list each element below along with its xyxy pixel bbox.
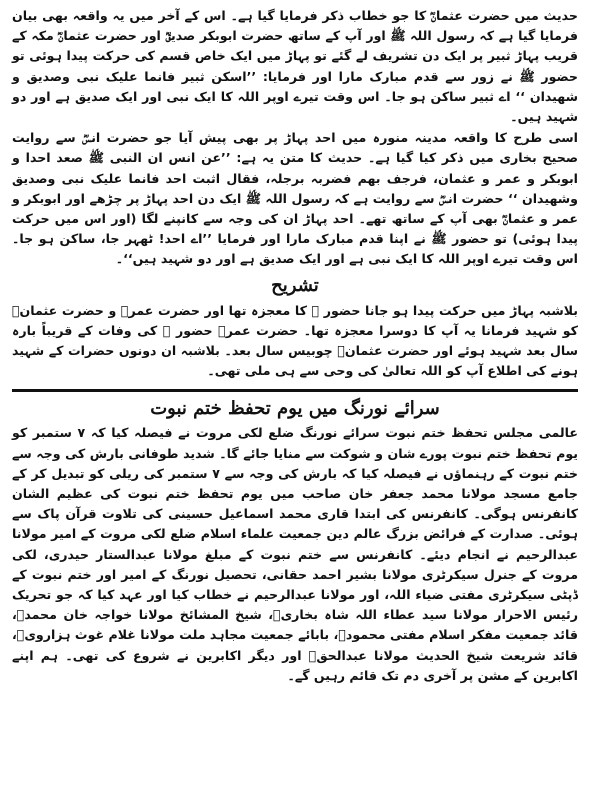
article-news xyxy=(12,398,578,686)
section-heading-tashreeh: تشریح xyxy=(271,274,319,296)
article-divider xyxy=(12,389,578,392)
paragraph-uhud-hadith: اسی طرح کا واقعہ مدینہ منورہ میں احد پہاڑ پر بھی پیش آیا جو حضرت انسؓ سے روایت صحیح بخاری میں ذکر کیا گیا ہے۔ حدیث کا متن یہ ہے: ’’عن انس ان النبی ﷺ صعد احدا و ابوبکر و عمر و عثمان، فرجف بھم فضربہ برجلہ، فقال اثبت احد فانما علیک نبی وصدیق وشھیدان ‘‘ حضرت انسؓ سے روایت ہے کہ رسول اللہ ﷺ ایک دن احد پہاڑ پر چڑھے اور ابوبکر و عمر و عثمانؓ بھی آپ کے ساتھ تھے۔ احد پہاڑ ان کی وجہ سے کانپنے لگا (اور اس میں حرکت پیدا ہوئی) تو حضور ﷺ نے اپنا قدم مبارک مارا اور فرمایا ’’اے احد! ٹھہر جا، ساکن ہو جا۔ اس وقت تیرے اوپر اللہ کا ایک نبی ہے اور ایک صدیق ہے اور دو شہید ہیں‘‘۔ xyxy=(12,130,578,267)
article-hadith xyxy=(12,6,578,381)
news-title: سرائے نورنگ میں یوم تحفظ ختم نبوت xyxy=(150,398,440,420)
paragraph-explanation: بلاشبہ پہاڑ میں حرکت پیدا ہو جانا حضور ﷺ کا معجزہ تھا اور حضرت عمرؓ و حضرت عثمانؓ کو شہید فرمانا یہ آپ کا دوسرا معجزہ تھا۔ حضرت عمرؓ حضور ﷺ کی وفات کے قریباً بارہ سال بعد شہید ہوئے اور حضرت عثمانؓ چوبیس سال بعد۔ بلاشبہ ان دونوں حضرات کے شہید ہونے کی اطلاع آپ کو اللہ تعالیٰ کی وحی سے ہی ملی تھی۔ xyxy=(12,302,578,379)
news-body: عالمی مجلس تحفظ ختم نبوت سرائے نورنگ ضلع لکی مروت نے فیصلہ کیا کہ ۷ ستمبر کو یوم تحفظ ختم نبوت پورے شان و شوکت سے منایا جائے گا۔ شدید طوفانی بارش کی وجہ سے ختم نبوت کے رہنماؤں نے فیصلہ کیا کہ بارش کی وجہ سے ۷ ستمبر کی ریلی کو تبدیل کر کے جامع مسجد مولانا محمد جعفر خان صاحب میں یوم تحفظ ختم نبوت کی عظیم الشان کانفرنس ہوگی۔ کانفرنس کی ابتدا قاری محمد اسماعیل حسینی کی تلاوت قرآن پاک سے ہوئی۔ صدارت کے فرائض بزرگ عالم دین جمعیت علماء اسلام ضلع لکی مروت کے امیر مولانا عبدالرحیم نے انجام دیئے۔ کانفرنس سے ختم نبوت کے مبلغ مولانا عبدالستار حیدری، لکی مروت کے جنرل سیکرٹری مولانا بشیر احمد حقانی، تحصیل نورنگ کے امیر اور ختم نبوت کے ڈپٹی سیکرٹری مفتی ضیاء اللہ، اور مولانا عبدالرحیم نے خطاب کیا اور عہد کیا کہ جو تحریک رئیس الاحرار مولانا سید عطاء اللہ شاہ بخاریؒ، شیخ المشائخ مولانا خواجہ خان محمدؒ، قائد جمعیت مفکر اسلام مفتی محمودؒ، بابائے جمعیت مجاہد ملت مولانا غلام غوث ہزارویؒ، قائد شریعت شیخ الحدیث مولانا عبدالحقؒ اور دیگر اکابرین نے شروع کی تھی۔ ہم اپنے اکابرین کے مشن پر آخری دم تک قائم رہیں گے۔ xyxy=(12,425,578,683)
paragraph-thabir-hadith: حدیث میں حضرت عثمانؓ کا جو خطاب ذکر فرمایا گیا ہے۔ اس کے آخر میں یہ واقعہ بھی بیان فرمایا گیا ہے کہ رسول اللہ ﷺ اور آپ کے ساتھ حضرت ابوبکر صدیقؓ اور حضرت عثمانؓ مکہ کے قریب پہاڑ ثبیر پر ایک دن تشریف لے گئے تو پہاڑ میں ایک خاص قسم کی حرکت پیدا ہوئی تو حضور ﷺ نے زور سے قدم مبارک مارا اور فرمایا: ’’اسکن ثبیر فانما علیک نبی وصدیق و شھیدان ‘‘ اے ثبیر ساکن ہو جا۔ اس وقت تیرے اوپر اللہ کا ایک نبی اور ایک صدیق ہے اور دو شہید ہیں۔ xyxy=(12,8,578,125)
